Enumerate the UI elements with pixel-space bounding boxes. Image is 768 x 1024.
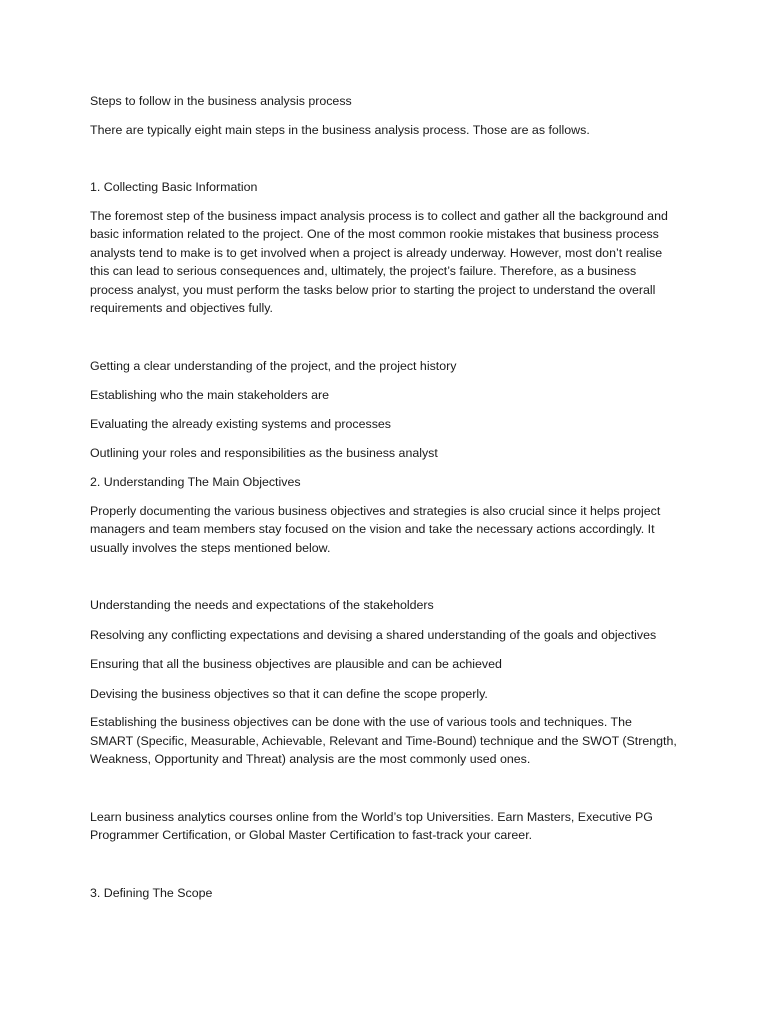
promo-paragraph: [90, 808, 685, 845]
section-2-paragraph: [90, 502, 685, 558]
task-item: Resolving any conflicting expectations and devising a shared understanding of the goals and objectives: [90, 627, 657, 642]
task-item: Establishing who the main stakeholders are: [90, 387, 329, 402]
paragraph-line: Weakness, Opportunity and Threat) analysis are the most commonly used ones.: [90, 752, 531, 766]
section-3-heading: 3. Defining The Scope: [90, 885, 213, 900]
paragraph-line: Establishing the business objectives can be done with the use of various tools and techniques. The: [90, 715, 632, 729]
document-title: Steps to follow in the business analysis process: [90, 94, 352, 108]
paragraph-line: The foremost step of the business impact analysis process is to collect and gather all the background and: [90, 208, 668, 223]
paragraph-line: Learn business analytics courses online from the World’s top Universities. Earn Masters, Executive PG: [90, 809, 653, 824]
task-item: Evaluating the already existing systems and processes: [90, 416, 391, 431]
task-item: Getting a clear understanding of the project, and the project history: [90, 358, 457, 373]
task-item: Outlining your roles and responsibilities as the business analyst: [90, 445, 438, 460]
document-body: [90, 92, 685, 902]
paragraph-line: usually involves the steps mentioned below.: [90, 540, 331, 555]
task-item: Devising the business objectives so that it can define the scope properly.: [90, 686, 488, 701]
paragraph-line: basic information related to the project. One of the most common rookie mistakes that business process: [90, 227, 659, 241]
section-2-paragraph-2: [90, 713, 685, 769]
section-1-heading: 1. Collecting Basic Information: [90, 180, 258, 194]
paragraph-line: requirements and objectives fully.: [90, 301, 273, 315]
task-item: Understanding the needs and expectations of the stakeholders: [90, 598, 434, 612]
paragraph-line: process analyst, you must perform the tasks below prior to starting the project to understand the overall: [90, 282, 656, 297]
paragraph-line: SMART (Specific, Measurable, Achievable, Relevant and Time-Bound) technique and the SWOT (Strength,: [90, 733, 677, 748]
intro-text: There are typically eight main steps in the business analysis process. Those are as follows.: [90, 122, 590, 137]
section-2-heading: 2. Understanding The Main Objectives: [90, 474, 301, 489]
paragraph-line: managers and team members stay focused on the vision and take the necessary actions accordingly. It: [90, 522, 655, 536]
paragraph-line: this can lead to serious consequences and, ultimately, the project’s failure. Therefore, as a business: [90, 264, 637, 278]
task-item: Ensuring that all the business objectives are plausible and can be achieved: [90, 657, 502, 671]
paragraph-line: analysts tend to make is to get involved when a project is already underway. However, most don’t realise: [90, 245, 663, 260]
paragraph-line: Programmer Certification, or Global Master Certification to fast-track your career.: [90, 828, 533, 842]
paragraph-line: Properly documenting the various business objectives and strategies is also crucial since it helps project: [90, 503, 661, 518]
section-1-paragraph: [90, 207, 685, 318]
